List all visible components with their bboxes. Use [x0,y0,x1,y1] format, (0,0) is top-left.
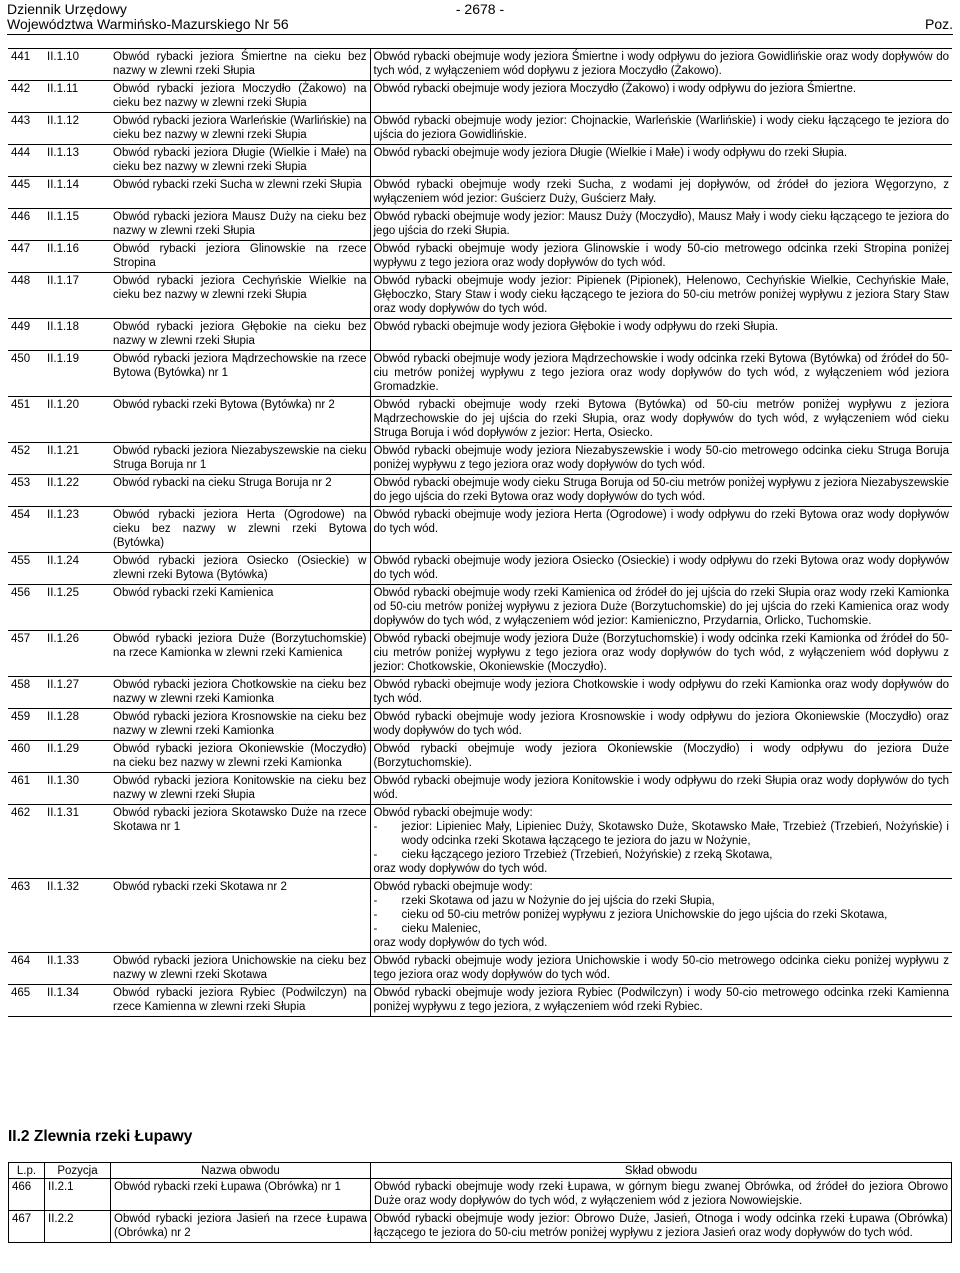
table-row [8,953,952,985]
composition-item-text: rzeki Skotawa od jazu w Nożynie do jej ujścia do rzeki Słupia, [401,895,715,907]
table-row [8,677,952,709]
table-row [8,351,952,397]
row-position: II.1.27 [44,677,110,709]
row-number: 450 [8,351,44,397]
district-name: Obwód rybacki jeziora Cechyńskie Wielkie na cieku bez nazwy w zlewni rzeki Słupia [110,273,370,319]
district-composition [370,805,952,879]
table-row [8,177,952,209]
district-name: Obwód rybacki rzeki Łupawa (Obrówka) nr 1 [111,1179,371,1211]
position-label: Poz. [924,16,953,32]
row-position: II.1.33 [44,953,110,985]
row-position: II.1.20 [44,397,110,443]
district-composition [370,879,952,953]
journal-subtitle: Województwa Warmińsko-Mazurskiego Nr 56 [7,16,289,32]
table-row [9,1179,952,1211]
district-composition: Obwód rybacki obejmuje wody jezior: Mausz Duży (Moczydło), Mausz Mały i wody cieku łączącego te jeziora do jego ujścia do rzeki Słupia. [370,209,952,241]
district-name: Obwód rybacki jeziora Jasień na rzece Łupawa (Obrówka) nr 2 [111,1211,371,1243]
district-name: Obwód rybacki jeziora Herta (Ogrodowe) na cieku bez nazwy w zlewni rzeki Bytowa (Bytówka) [110,507,370,553]
row-position: II.1.16 [44,241,110,273]
section2-table [8,1162,952,1243]
district-name: Obwód rybacki jeziora Mausz Duży na cieku bez nazwy w zlewni rzeki Słupia [110,209,370,241]
row-position: II.1.22 [44,475,110,507]
row-number: 460 [8,741,44,773]
row-position: II.1.32 [44,879,110,953]
composition-list-item [374,894,950,908]
journal-title: Dziennik Urzędowy [7,1,127,17]
table-row [8,443,952,475]
row-number: 441 [8,49,44,81]
table-row [8,209,952,241]
row-number: 458 [8,677,44,709]
composition-item-text: cieku od 50-ciu metrów poniżej wypływu z jeziora Unichowskie do jego ujścia do rzeki Skotawa, [401,909,888,921]
district-name: Obwód rybacki jeziora Krosnowskie na cieku bez nazwy w zlewni rzeki Kamionka [110,709,370,741]
table-row [8,113,952,145]
row-number: 447 [8,241,44,273]
row-number: 455 [8,553,44,585]
row-position: II.1.31 [44,805,110,879]
district-composition: Obwód rybacki obejmuje wody jezior: Chojnackie, Warleńskie (Warlińskie) i wody cieku łączącego te jeziora do ujścia do jeziora Gowidlińskie. [370,113,952,145]
column-header-lp: L.p. [9,1163,45,1179]
dash-bullet: - [373,923,378,935]
row-position: II.1.18 [44,319,110,351]
composition-intro: Obwód rybacki obejmuje wody: [373,807,533,819]
table-row [9,1211,952,1243]
table-row [8,631,952,677]
district-name: Obwód rybacki jeziora Śmiertne na cieku bez nazwy w zlewni rzeki Słupia [110,49,370,81]
districts-table [8,48,952,1017]
dash-bullet: - [373,821,378,833]
district-name: Obwód rybacki jeziora Unichowskie na cieku bez nazwy w zlewni rzeki Skotawa [110,953,370,985]
district-composition: Obwód rybacki obejmuje wody jeziora Osiecko (Osieckie) i wody odpływu do rzeki Bytowa oraz wody dopływów do tych wód. [370,553,952,585]
row-position: II.1.12 [44,113,110,145]
district-composition: Obwód rybacki obejmuje wody jeziora Chotkowskie i wody odpływu do rzeki Kamionka oraz wody dopływów do tych wód. [370,677,952,709]
district-name: Obwód rybacki jeziora Mądrzechowskie na rzece Bytowa (Bytówka) nr 1 [110,351,370,397]
composition-outro: oraz wody dopływów do tych wód. [373,937,548,949]
district-composition: Obwód rybacki obejmuje wody jeziora Mądrzechowskie i wody odcinka rzeki Bytowa (Bytówka) od źródeł do 50-ciu metrów poniżej wypływu z tego jeziora oraz wody dopływów do tych wód, z wyłączeniem wód jeziora Gromadzkie. [370,351,952,397]
district-composition: Obwód rybacki obejmuje wody jeziora Herta (Ogrodowe) i wody odpływu do rzeki Bytowa oraz wody dopływów do tych wód. [370,507,952,553]
row-position: II.1.17 [44,273,110,319]
composition-item-text: cieku łączącego jezioro Trzebież (Trzebień, Nożyńskie) z rzeką Skotawa, [401,849,773,861]
district-name: Obwód rybacki jeziora Skotawsko Duże na rzece Skotawa nr 1 [110,805,370,879]
row-number: 463 [8,879,44,953]
table-row [8,145,952,177]
page-header [7,0,953,35]
district-name: Obwód rybacki rzeki Skotawa nr 2 [110,879,370,953]
district-composition: Obwód rybacki obejmuje wody jezior: Pipienek (Pipionek), Helenowo, Cechyńskie Wielkie, Cechyńskie Małe, Głęboczko, Stary Staw i wody cieku łączącego te jeziora do 50-ciu metrów poniżej wypływu z jeziora Stary Staw oraz wody dopływów do tych wód. [370,273,952,319]
composition-outro: oraz wody dopływów do tych wód. [373,863,548,875]
composition-list-item [374,820,950,848]
district-name: Obwód rybacki jeziora Moczydło (Żakowo) na cieku bez nazwy w zlewni rzeki Słupia [110,81,370,113]
row-position: II.1.21 [44,443,110,475]
table-row [8,879,952,953]
district-name: Obwód rybacki jeziora Okoniewskie (Moczydło) na cieku bez nazwy w zlewni rzeki Kamionka [110,741,370,773]
row-number: 443 [8,113,44,145]
composition-list-item [374,922,950,936]
table-header-row [9,1163,952,1179]
district-name: Obwód rybacki jeziora Niezabyszewskie na cieku Struga Boruja nr 1 [110,443,370,475]
table-row [8,81,952,113]
table-row [8,709,952,741]
district-composition: Obwód rybacki obejmuje wody jeziora Glinowskie i wody 50-cio metrowego odcinka rzeki Stropina poniżej wypływu z tego jeziora oraz wody dopływów do tych wód. [370,241,952,273]
composition-list-item [374,848,950,862]
dash-bullet: - [373,849,378,861]
row-number: 467 [9,1211,45,1243]
row-number: 459 [8,709,44,741]
table-row [8,585,952,631]
table-row [8,773,952,805]
row-position: II.1.26 [44,631,110,677]
table-row [8,319,952,351]
table-row [8,241,952,273]
row-number: 466 [9,1179,45,1211]
column-header-name: Nazwa obwodu [111,1163,371,1179]
row-position: II.1.19 [44,351,110,397]
district-composition: Obwód rybacki obejmuje wody jeziora Unichowskie i wody 50-cio metrowego odcinka cieku poniżej wypływu z tego jeziora oraz wody dopływów do tych wód. [370,953,952,985]
district-composition: Obwód rybacki obejmuje wody jeziora Długie (Wielkie i Małe) i wody odpływu do rzeki Słupia. [370,145,952,177]
table-row [8,397,952,443]
composition-item-text: jezior: Lipieniec Mały, Lipieniec Duży, Skotawsko Duże, Skotawsko Małe, Trzebież (Trzebień, Nożyńskie) i wody odcinka rzeki Skotawa łączącego te jeziora do jazu w Nożynie, [401,821,949,847]
district-name: Obwód rybacki jeziora Warleńskie (Warlińskie) na cieku bez nazwy w zlewni rzeki Słupia [110,113,370,145]
dash-bullet: - [373,895,378,907]
district-composition: Obwód rybacki obejmuje wody rzeki Sucha, z wodami jej dopływów, od źródeł do jeziora Węgorzyno, z wyłączeniem wód jezior: Guścierz Duży, Guścierz Mały. [370,177,952,209]
row-number: 448 [8,273,44,319]
table-row [8,741,952,773]
table-row [8,805,952,879]
row-number: 464 [8,953,44,985]
row-number: 453 [8,475,44,507]
row-number: 457 [8,631,44,677]
district-name: Obwód rybacki jeziora Rybiec (Podwilczyn) na rzece Kamienna w zlewni rzeki Słupia [110,985,370,1017]
district-composition: Obwód rybacki obejmuje wody jeziora Krosnowskie i wody odpływu do jeziora Okoniewskie (Moczydło) oraz wody dopływów do tych wód. [370,709,952,741]
row-number: 452 [8,443,44,475]
row-position: II.1.13 [44,145,110,177]
district-composition: Obwód rybacki obejmuje wody jezior: Obrowo Duże, Jasień, Otnoga i wody odcinka rzeki Łupawa (Obrówka) łączącego te jeziora do 50-ciu metrów poniżej wypływu z jeziora Jasień oraz wody dopływów do tych wód. [371,1211,952,1243]
row-number: 461 [8,773,44,805]
row-position: II.2.2 [45,1211,111,1243]
column-header-composition: Skład obwodu [371,1163,952,1179]
row-position: II.1.10 [44,49,110,81]
row-number: 442 [8,81,44,113]
row-number: 446 [8,209,44,241]
row-number: 444 [8,145,44,177]
row-number: 456 [8,585,44,631]
composition-list-item [374,908,950,922]
row-number: 449 [8,319,44,351]
table-row [8,985,952,1017]
district-composition: Obwód rybacki obejmuje wody jeziora Rybiec (Podwilczyn) i wody 50-cio metrowego odcinka rzeki Kamienna poniżej wypływu z tego jeziora, z wyłączeniem wód rzeki Rybiec. [370,985,952,1017]
district-composition: Obwód rybacki obejmuje wody jeziora Głębokie i wody odpływu do rzeki Słupia. [370,319,952,351]
row-position: II.1.29 [44,741,110,773]
row-number: 462 [8,805,44,879]
district-composition: Obwód rybacki obejmuje wody jeziora Duże (Borzytuchomskie) i wody odcinka rzeki Kamionka od źródeł do 50-ciu metrów poniżej wypływu z tego jeziora oraz wody dopływów do tych wód, z wyłączeniem wód dopływu z jezior: Chotkowskie, Okoniewskie (Moczydło). [370,631,952,677]
row-position: II.1.14 [44,177,110,209]
district-name: Obwód rybacki jeziora Chotkowskie na cieku bez nazwy w zlewni rzeki Kamionka [110,677,370,709]
composition-item-text: cieku Maleniec, [401,923,481,935]
table-row [8,273,952,319]
row-position: II.1.23 [44,507,110,553]
district-name: Obwód rybacki rzeki Kamienica [110,585,370,631]
district-composition: Obwód rybacki obejmuje wody rzeki Kamienica od źródeł do jej ujścia do rzeki Słupia oraz wody rzeki Kamionka od 50-ciu metrów poniżej wypływu z jeziora Duże (Borzytuchomskie) do jej ujścia do rzeki Kamienica oraz wody dopływów do tych wód, z wyłączeniem wód jezior: Kamieniczno, Przydarnia, Orlicko, Tuchomskie. [370,585,952,631]
table-row [8,49,952,81]
row-position: II.1.11 [44,81,110,113]
district-name: Obwód rybacki jeziora Głębokie na cieku bez nazwy w zlewni rzeki Słupia [110,319,370,351]
table-row [8,553,952,585]
dash-bullet: - [373,909,378,921]
column-header-position: Pozycja [45,1163,111,1179]
table-row [8,475,952,507]
composition-intro: Obwód rybacki obejmuje wody: [373,881,533,893]
district-name: Obwód rybacki jeziora Długie (Wielkie i Małe) na cieku bez nazwy w zlewni rzeki Słupia [110,145,370,177]
table-row [8,507,952,553]
district-composition: Obwód rybacki obejmuje wody jeziora Moczydło (Żakowo) i wody odpływu do jeziora Śmiertne. [370,81,952,113]
row-position: II.1.34 [44,985,110,1017]
district-name: Obwód rybacki jeziora Konitowskie na cieku bez nazwy w zlewni rzeki Słupia [110,773,370,805]
district-name: Obwód rybacki rzeki Sucha w zlewni rzeki Słupia [110,177,370,209]
section-heading: II.2 Zlewnia rzeki Łupawy [8,1128,193,1145]
row-position: II.1.30 [44,773,110,805]
district-composition: Obwód rybacki obejmuje wody rzeki Łupawa, w górnym biegu zwanej Obrówka, od źródeł do jeziora Obrowo Duże oraz wody dopływów do tych wód, z wyłączeniem wód z jeziora Nowowiejskie. [371,1179,952,1211]
row-position: II.1.25 [44,585,110,631]
district-composition: Obwód rybacki obejmuje wody jeziora Śmiertne i wody odpływu do jeziora Gowidlińskie oraz wody dopływów do tych wód, z wyłączeniem wód dopływu z jeziora Moczydło (Żakowo). [370,49,952,81]
district-name: Obwód rybacki jeziora Glinowskie na rzece Stropina [110,241,370,273]
row-number: 445 [8,177,44,209]
page-number: - 2678 - [455,1,505,17]
district-composition: Obwód rybacki obejmuje wody jeziora Okoniewskie (Moczydło) i wody odpływu do jeziora Duże (Borzytuchomskie). [370,741,952,773]
district-name: Obwód rybacki rzeki Bytowa (Bytówka) nr 2 [110,397,370,443]
district-composition: Obwód rybacki obejmuje wody cieku Struga Boruja od 50-ciu metrów poniżej wypływu z jeziora Niezabyszewskie do jego ujścia do rzeki Bytowa oraz wody dopływów do tych wód. [370,475,952,507]
district-composition: Obwód rybacki obejmuje wody jeziora Konitowskie i wody odpływu do rzeki Słupia oraz wody dopływów do tych wód. [370,773,952,805]
district-name: Obwód rybacki na cieku Struga Boruja nr 2 [110,475,370,507]
district-composition: Obwód rybacki obejmuje wody rzeki Bytowa (Bytówka) od 50-ciu metrów poniżej wypływu z jeziora Mądrzechowskie do jej ujścia do rzeki Słupia, oraz wody dopływów do tych wód, z wyłączeniem wód cieku Struga Boruja i wód dopływów z jezior: Herta, Osiecko. [370,397,952,443]
row-position: II.1.28 [44,709,110,741]
row-position: II.1.15 [44,209,110,241]
district-composition: Obwód rybacki obejmuje wody jeziora Niezabyszewskie i wody 50-cio metrowego odcinka cieku Struga Boruja poniżej wypływu z tego jeziora oraz wody dopływów do tych wód. [370,443,952,475]
row-position: II.1.24 [44,553,110,585]
row-position: II.2.1 [45,1179,111,1211]
row-number: 454 [8,507,44,553]
row-number: 465 [8,985,44,1017]
district-name: Obwód rybacki jeziora Duże (Borzytuchomskie) na rzece Kamionka w zlewni rzeki Kamienica [110,631,370,677]
row-number: 451 [8,397,44,443]
district-name: Obwód rybacki jeziora Osiecko (Osieckie) w zlewni rzeki Bytowa (Bytówka) [110,553,370,585]
